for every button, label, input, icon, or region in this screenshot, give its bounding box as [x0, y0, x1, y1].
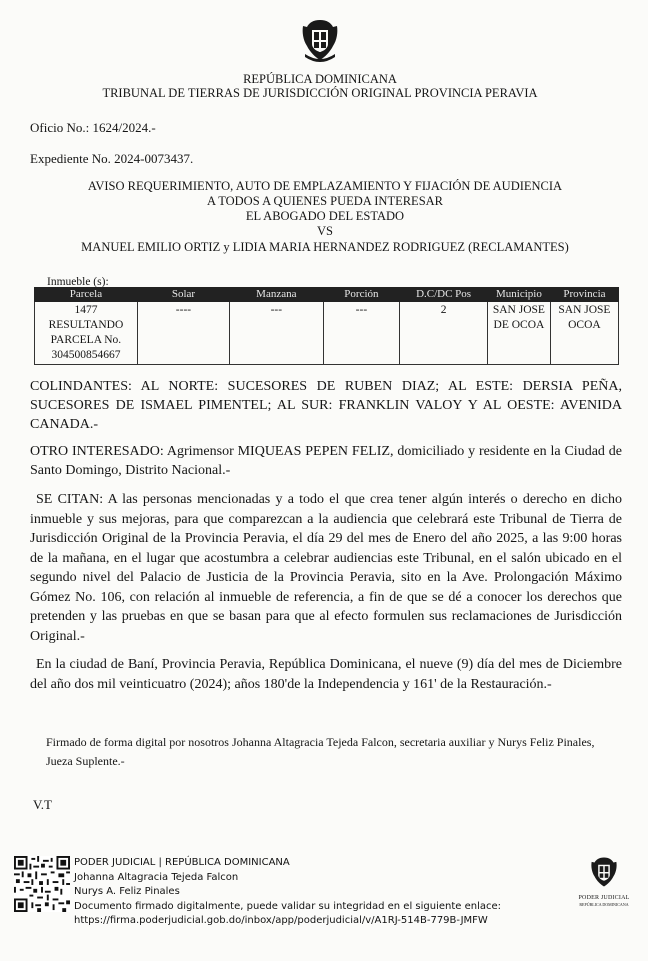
poder-judicial-logo — [578, 856, 630, 912]
logo-text-2: REPÚBLICA DOMINICANA — [579, 902, 629, 907]
footer-signer-1: Johanna Altagracia Tejeda Falcon — [74, 871, 239, 883]
footer-line-1: PODER JUDICIAL | REPÚBLICA DOMINICANA — [74, 857, 290, 868]
col-provincia: Provincia — [550, 288, 618, 302]
col-solar: Solar — [137, 288, 229, 302]
inmueble-label: Inmueble (s): — [47, 276, 109, 288]
footer-validation-link[interactable]: https://firma.poderjudicial.gob.do/inbox/app/poderjudicial/v/A1RJ-514B-779B-JMFW — [74, 915, 488, 926]
aviso-line-1: AVISO REQUERIMIENTO, AUTO DE EMPLAZAMIENTO Y FIJACIÓN DE AUDIENCIA — [87, 179, 563, 193]
parcela-line-3: PARCELA No. — [50, 334, 122, 346]
logo-text-1: PODER JUDICIAL — [578, 895, 630, 901]
municipio-line-2: DE OCOA — [493, 319, 545, 331]
coat-of-arms-icon — [299, 18, 341, 62]
header-country: REPÚBLICA DOMINICANA — [243, 72, 397, 86]
table-header-row — [35, 288, 619, 302]
col-dc: D.C/DC Pos — [400, 288, 488, 302]
digital-signature-footer — [74, 856, 501, 929]
provincia-line-1: SAN JOSE — [558, 304, 611, 316]
parcela-line-4: 304500854667 — [51, 349, 121, 361]
footer-validation-note: Documento firmado digitalmente, puede validar su integridad en el siguiente enlace: — [74, 900, 502, 912]
se-citan-paragraph: SE CITAN: A las personas mencionadas y a todo el que crea tener algún interés o derecho en dicho inmueble y sus mejoras, para que comparezcan a la audiencia que celebrará este Tribunal de Tierra de Jurisdicción Original de la Provincia Peravia, el día 29 del mes de Enero del año 2025, a las 9:00 horas de la mañana, en el lugar que acostumbra a celebrar audiencias este Tribunal, en el salón ubicado en el segundo nivel del Palacio de Justicia de la Provincia Peravia, sito en la Ave. Prolongación Máximo Gómez No. 106, con relación al inmueble de referencia, a fin de que se dé a conocer los derechos que pretenden y las pruebas en que se basan para que al efecto formulen sus reclamaciones de Jurisdicción Original.- — [30, 492, 622, 644]
footer-signer-2: Nurys A. Feliz Pinales — [74, 886, 180, 897]
expediente-number: Expediente No. 2024-0073437. — [30, 151, 194, 166]
parcela-line-1: 1477 — [74, 304, 98, 316]
otro-interesado-paragraph: OTRO INTERESADO: Agrimensor MIQUEAS PEPEN FELIZ, domiciliado y residente en la Ciudad de Santo Domingo, Distrito Nacional.- — [30, 444, 622, 478]
oficio-number: Oficio No.: 1624/2024.- — [30, 120, 156, 135]
vt-initials: V.T — [33, 797, 52, 812]
aviso-line-3: EL ABOGADO DEL ESTADO — [245, 209, 405, 223]
cell-solar: ---- — [137, 302, 229, 365]
aviso-line-4: VS — [317, 224, 333, 238]
cell-municipio — [487, 302, 550, 365]
coat-of-arms-small-icon — [587, 856, 621, 888]
col-parcela: Parcela — [35, 288, 138, 302]
municipio-line-1: SAN JOSE — [492, 304, 545, 316]
col-municipio: Municipio — [487, 288, 550, 302]
provincia-line-2: OCOA — [568, 319, 601, 331]
cell-parcela — [35, 302, 138, 365]
cell-provincia — [550, 302, 618, 365]
table-row — [35, 302, 619, 365]
inmueble-table — [34, 287, 619, 365]
parcela-line-2: RESULTANDO — [48, 319, 124, 331]
aviso-line-5: MANUEL EMILIO ORTIZ y LIDIA MARIA HERNANDEZ RODRIGUEZ (RECLAMANTES) — [81, 240, 569, 254]
col-manzana: Manzana — [230, 288, 324, 302]
ciudad-paragraph: En la ciudad de Baní, Provincia Peravia, República Dominicana, el nueve (9) día del mes de Diciembre del año dos mil veinticuatro (2024); años 180'de la Independencia y 161' de la Restauración.- — [30, 657, 622, 692]
cell-dc: 2 — [400, 302, 488, 365]
qr-code-icon[interactable] — [14, 856, 70, 912]
header-tribunal: TRIBUNAL DE TIERRAS DE JURISDICCIÓN ORIGINAL PROVINCIA PERAVIA — [102, 86, 538, 100]
col-porcion: Porción — [323, 288, 400, 302]
firmado-paragraph: Firmado de forma digital por nosotros Johanna Altagracia Tejeda Falcon, secretaria auxiliar y Nurys Feliz Pinales, Jueza Suplente.- — [46, 735, 595, 768]
colindantes-paragraph: COLINDANTES: AL NORTE: SUCESORES DE RUBEN DIAZ; AL ESTE: DERSIA PEÑA, SUCESORES DE ISMAEL PIMENTEL; AL SUR: FRANKLIN VALOY Y AL OESTE: AVENIDA CANADA.- — [30, 379, 622, 432]
cell-manzana: --- — [230, 302, 324, 365]
aviso-line-2: A TODOS A QUIENES PUEDA INTERESAR — [206, 194, 444, 208]
cell-porcion: --- — [323, 302, 400, 365]
